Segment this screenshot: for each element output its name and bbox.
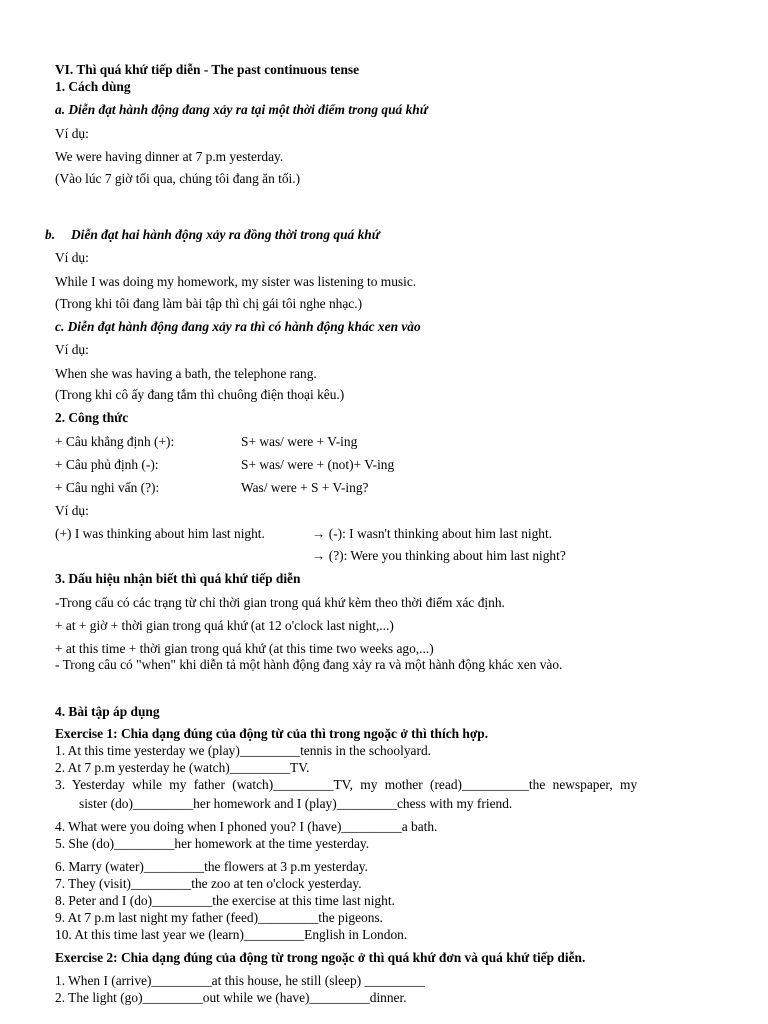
section-title: VI. Thì quá khứ tiếp diễn - The past continuous tense bbox=[55, 62, 360, 77]
exercise1-item-9: 9. At 7 p.m last night my father (feed)_________the pigeons. bbox=[55, 910, 384, 925]
signs-line-4: - Trong câu có "when" khi diễn tả một hành động đang xảy ra và một hành động khác xen vào. bbox=[55, 657, 563, 672]
signs-heading: 3. Dấu hiệu nhận biết thì quá khứ tiếp diễn bbox=[55, 571, 301, 586]
exercise1-item-10: 10. At this time last year we (learn)_________English in London. bbox=[55, 927, 408, 942]
exercise1-item-6: 6. Marry (water)_________the flowers at 3 p.m yesterday. bbox=[55, 859, 368, 874]
exercise1-item-2: 2. At 7 p.m yesterday he (watch)_________TV. bbox=[55, 760, 310, 775]
exercise2-item-2: 2. The light (go)_________out while we (have)_________dinner. bbox=[55, 990, 407, 1005]
formula-value-question: Was/ were + S + V-ing? bbox=[241, 480, 369, 495]
exercise1-title: Exercise 1: Chia dạng đúng của động từ của thì trong ngoặc ở thì thích hợp. bbox=[55, 726, 489, 741]
exercise2-title: Exercise 2: Chia dạng đúng của động từ trong ngoặc ở thì quá khứ đơn và quá khứ tiếp diễn. bbox=[55, 950, 586, 965]
usage-b-example-label: Ví dụ: bbox=[55, 250, 89, 265]
usage-b-title: Diễn đạt hai hành động xảy ra đồng thời trong quá khứ bbox=[71, 227, 380, 242]
practice-heading: 4. Bài tập áp dụng bbox=[55, 704, 160, 719]
usage-heading: 1. Cách dùng bbox=[55, 79, 131, 94]
signs-line-1: -Trong cấu có các trạng từ chỉ thời gian trong quá khứ kèm theo thời điểm xác định. bbox=[55, 595, 505, 610]
exercise1-item-3: 3. Yesterday while my father (watch)_________TV, my mother (read)__________the newspaper, my bbox=[55, 777, 638, 792]
usage-b-marker: b. bbox=[45, 227, 56, 242]
exercise2-item-1: 1. When I (arrive)_________at this house, he still (sleep) _________ bbox=[55, 973, 425, 988]
exercise1-item-8: 8. Peter and I (do)_________the exercise at this time last night. bbox=[55, 893, 395, 908]
formula-example-label: Ví dụ: bbox=[55, 503, 89, 518]
formula-heading: 2. Công thức bbox=[55, 410, 129, 425]
usage-a-title: a. Diễn đạt hành động đang xảy ra tại một thời điểm trong quá khứ bbox=[55, 102, 428, 117]
formula-example-question: → (?): Were you thinking about him last night? bbox=[312, 548, 566, 563]
formula-example-positive: (+) I was thinking about him last night. bbox=[55, 526, 265, 541]
exercise1-item-1: 1. At this time yesterday we (play)_________tennis in the schoolyard. bbox=[55, 743, 431, 758]
usage-b-example: While I was doing my homework, my sister was listening to music. bbox=[55, 274, 417, 289]
signs-line-3: + at this time + thời gian trong quá khứ (at this time two weeks ago,...) bbox=[55, 641, 434, 656]
usage-c-title: c. Diễn đạt hành động đang xảy ra thì có hành động khác xen vào bbox=[55, 319, 421, 334]
exercise1-item-5: 5. She (do)_________her homework at the time yesterday. bbox=[55, 836, 370, 851]
usage-a-example-label: Ví dụ: bbox=[55, 126, 89, 141]
exercise1-item-3-continued: sister (do)_________her homework and I (play)_________chess with my friend. bbox=[79, 796, 513, 811]
formula-label-positive: + Câu khẳng định (+): bbox=[55, 434, 175, 449]
usage-c-example-label: Ví dụ: bbox=[55, 342, 89, 357]
usage-b-translation: (Trong khi tôi đang làm bài tập thì chị gái tôi nghe nhạc.) bbox=[55, 296, 363, 311]
formula-value-negative: S+ was/ were + (not)+ V-ing bbox=[241, 457, 395, 472]
formula-label-question: + Câu nghi vấn (?): bbox=[55, 480, 160, 495]
usage-c-translation: (Trong khi cô ấy đang tắm thì chuông điện thoại kêu.) bbox=[55, 387, 345, 402]
exercise1-item-7: 7. They (visit)_________the zoo at ten o'clock yesterday. bbox=[55, 876, 362, 891]
usage-c-example: When she was having a bath, the telephone rang. bbox=[55, 366, 317, 381]
formula-value-positive: S+ was/ were + V-ing bbox=[241, 434, 358, 449]
signs-line-2: + at + giờ + thời gian trong quá khứ (at 12 o'clock last night,...) bbox=[55, 618, 394, 633]
formula-label-negative: + Câu phủ định (-): bbox=[55, 457, 159, 472]
exercise1-item-4: 4. What were you doing when I phoned you? I (have)_________a bath. bbox=[55, 819, 438, 834]
usage-a-example: We were having dinner at 7 p.m yesterday. bbox=[55, 149, 284, 164]
usage-a-translation: (Vào lúc 7 giờ tối qua, chúng tôi đang ăn tối.) bbox=[55, 171, 301, 186]
formula-example-negative: → (-): I wasn't thinking about him last night. bbox=[312, 526, 553, 541]
